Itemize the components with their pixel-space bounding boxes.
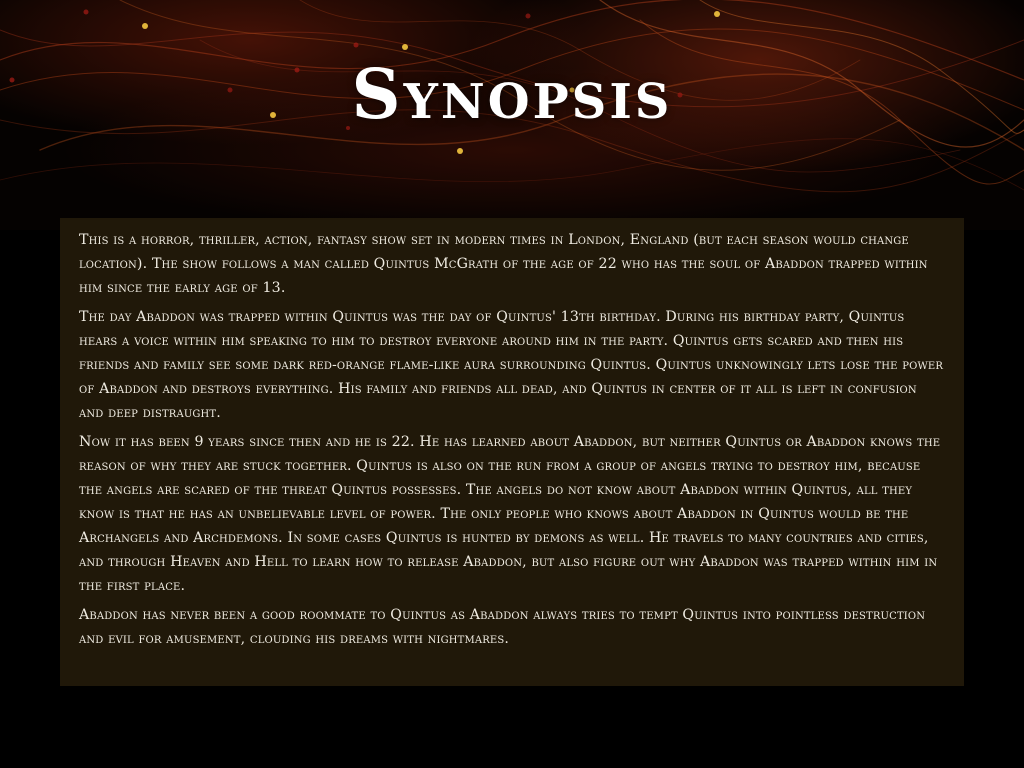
synopsis-paragraph-1: This is a horror, thriller, action, fantasy show set in modern times in London, England (but each season would change location). The show follows a man called Quintus McGrath of the age of 22 who has the soul of Abaddon trapped within him since the early age of 13.: [79, 232, 928, 296]
slide-title: Synopsis: [351, 55, 673, 135]
smoke-banner-image: [0, 0, 1024, 230]
synopsis-paragraph-3: Now it has been 9 years since then and he is 22. He has learned about Abaddon, but neither Quintus or Abaddon knows the reason of why they are stuck together. Quintus is also on the run from a group of angels trying to destroy him, because the angels are scared of the threat Quintus possesses. The angels do not know about Abaddon within Quintus, all they know is that he has an unbelievable level of power. The only people who knows about Abaddon in Quintus would be the Archangels and Archdemons. In some cases Quintus is hunted by demons as well. He travels to many countries and cities, and through Heaven and Hell to learn how to release Abaddon, but also figure out why Abaddon was trapped within him in the first place.: [79, 434, 941, 594]
synopsis-paragraph-4: Abaddon has never been a good roommate to Quintus as Abaddon always tries to tempt Quintus into pointless destruction and evil for amusement, clouding his dreams with nightmares.: [79, 607, 926, 647]
synopsis-text-box: [60, 218, 964, 686]
synopsis-paragraph-2: The day Abaddon was trapped within Quintus was the day of Quintus' 13th birthday. During his birthday party, Quintus hears a voice within him speaking to him to destroy everyone around him in the party. Quintus gets scared and then his friends and family see some dark red-orange flame-like aura surrounding Quintus. Quintus unknowingly lets lose the power of Abaddon and destroys everything. His family and friends all dead, and Quintus in center of it all is left in confusion and deep distraught.: [79, 309, 944, 421]
